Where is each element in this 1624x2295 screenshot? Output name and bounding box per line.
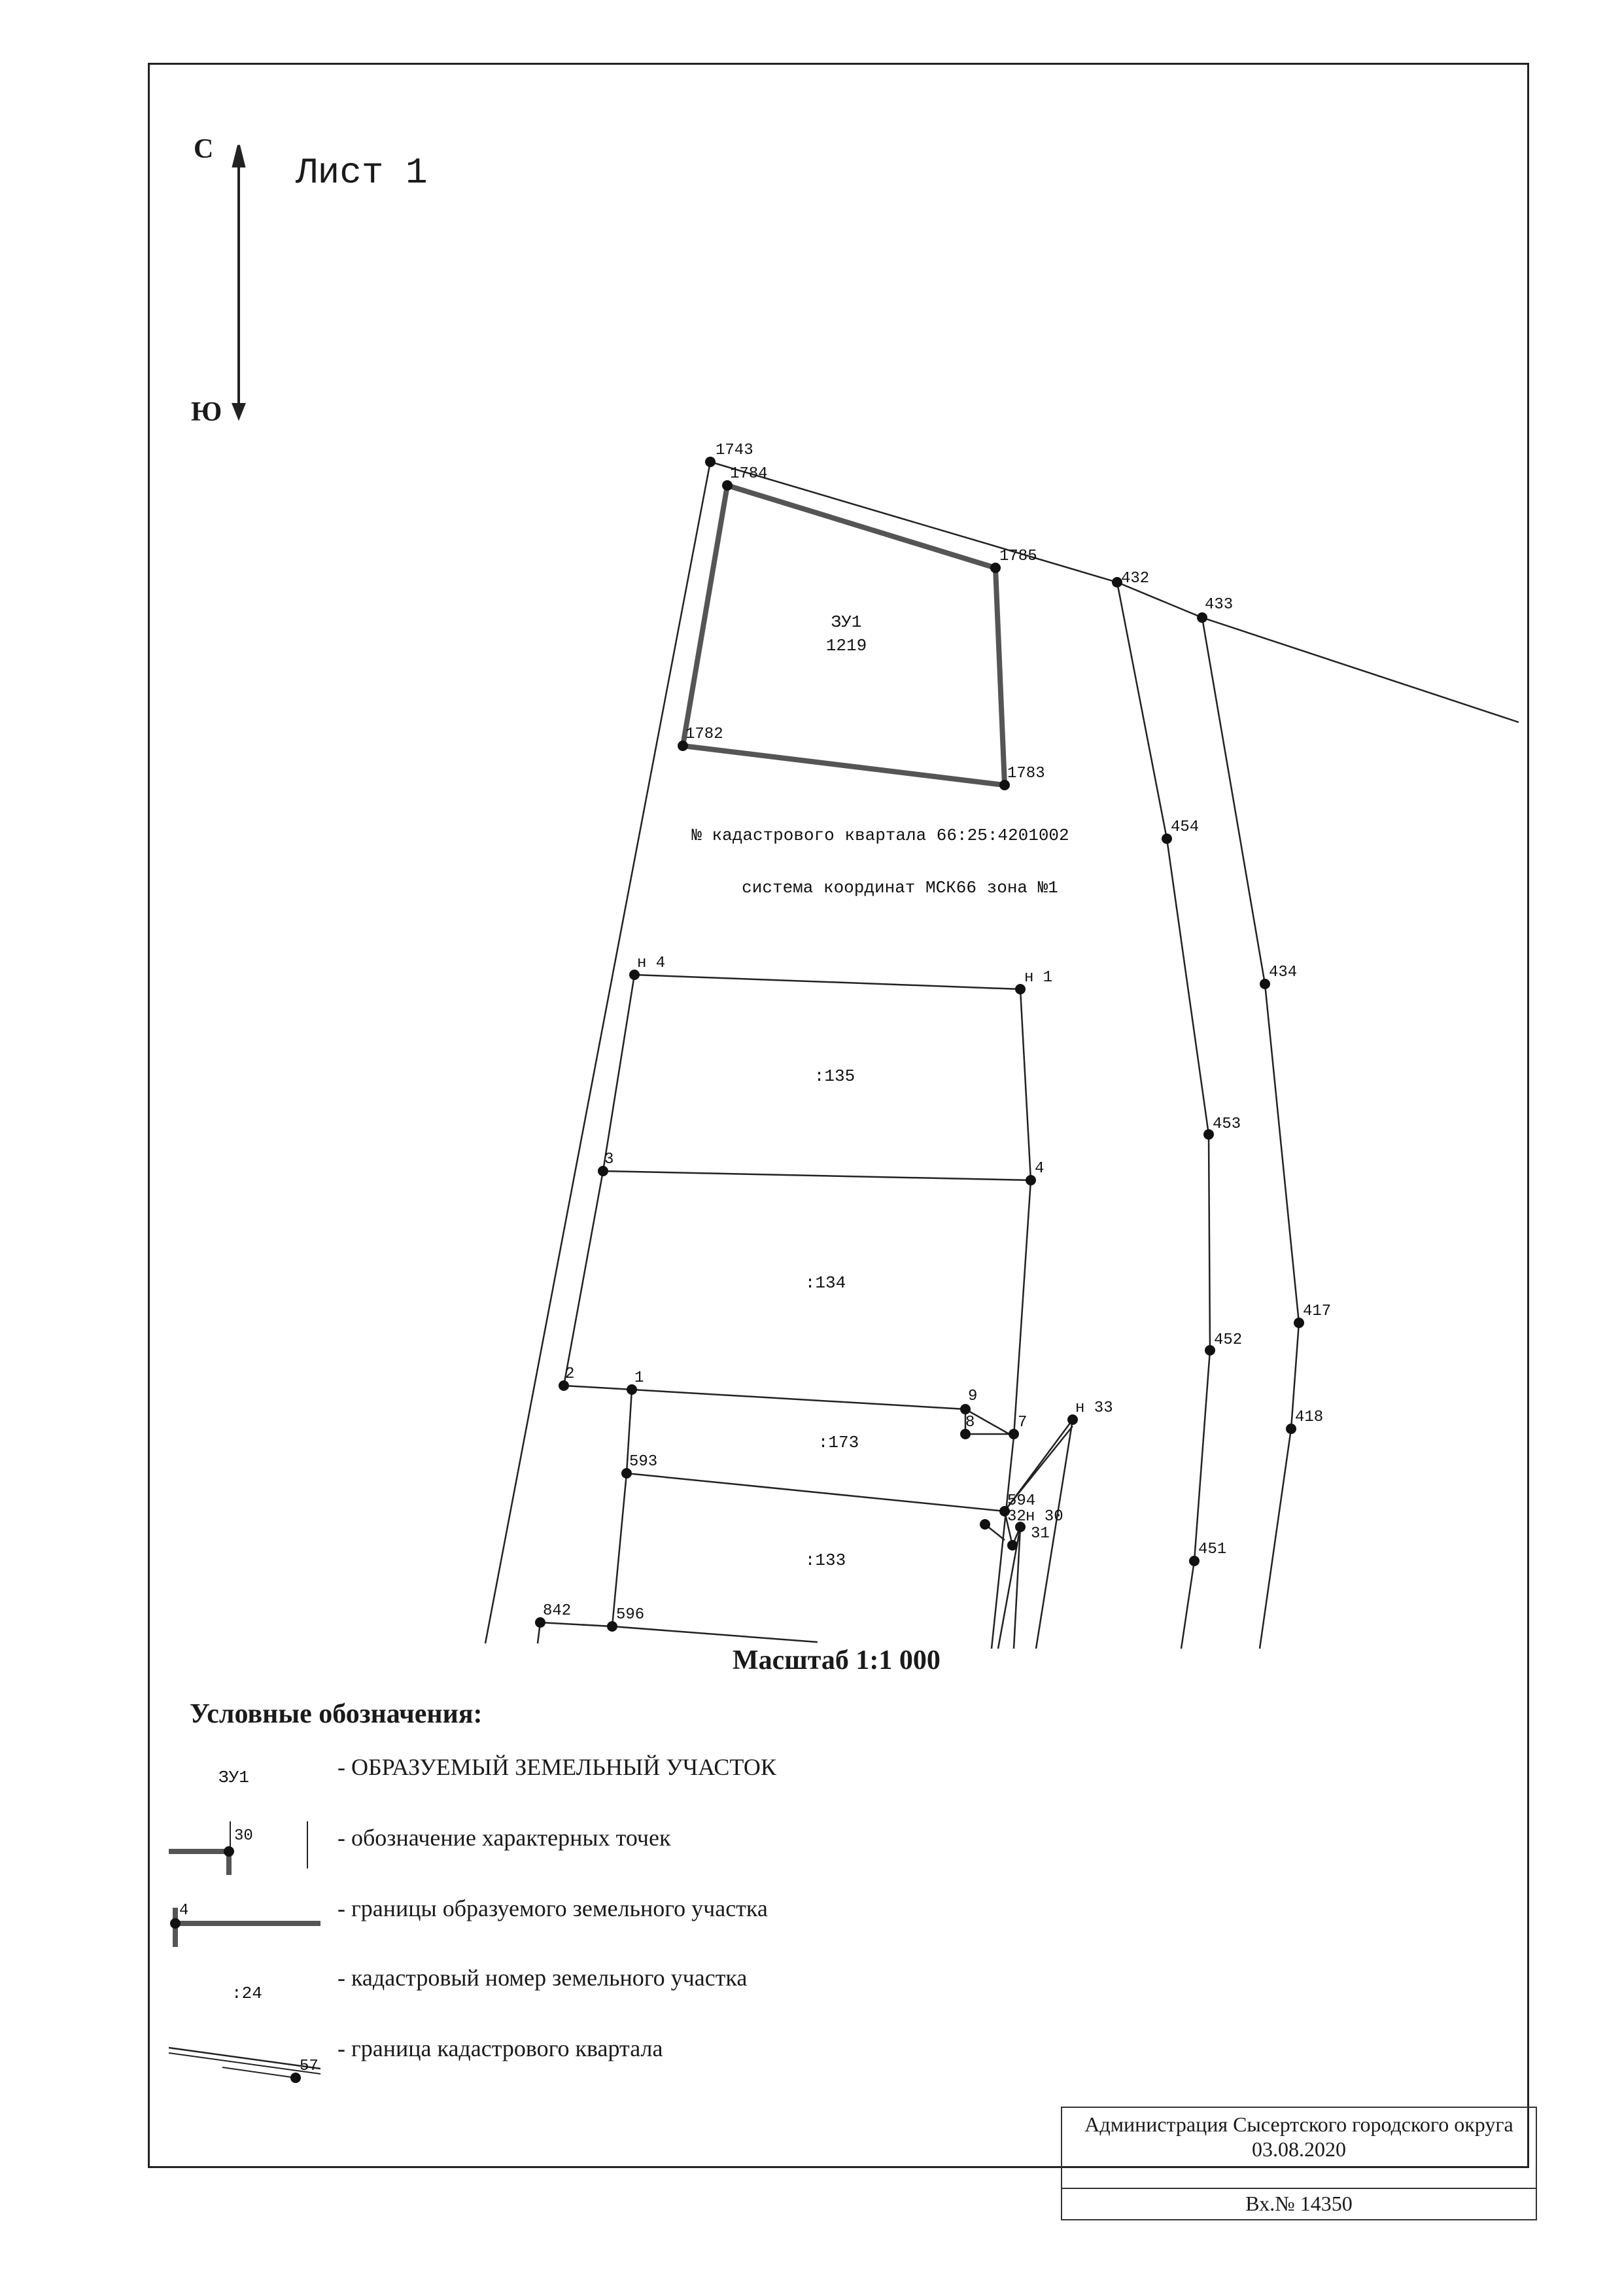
parcel-number: :135	[814, 1066, 855, 1086]
legend-sample-cadastral-number: :24	[232, 1984, 262, 2003]
svg-text:57: 57	[300, 2058, 319, 2075]
point-label: 454	[1171, 818, 1200, 836]
legend-item-cadastral-number: - кадастровый номер земельного участка	[337, 1965, 748, 1991]
point-label: 433	[1205, 596, 1234, 614]
new-parcel-label: ЗУ1	[831, 612, 862, 632]
point-label: 418	[1295, 1409, 1324, 1426]
point-label: 596	[616, 1606, 645, 1624]
legend-item-quarter-boundary: - граница кадастрового квартала	[337, 2035, 663, 2061]
sheet-title: Лист 1	[296, 152, 428, 194]
point-label: 4	[1035, 1160, 1045, 1178]
point-label: 3	[604, 1151, 614, 1168]
point-label: 1782	[685, 726, 723, 743]
legend-sample-quarter-boundary	[169, 2048, 320, 2083]
point-label: 432	[1121, 570, 1150, 587]
parcel-number: :133	[804, 1550, 846, 1570]
incoming-stamp	[1061, 2107, 1537, 2220]
quarter-number-text: № кадастрового квартала 66:25:4201002	[691, 826, 1069, 845]
point-label: 2	[565, 1365, 575, 1383]
stamp-date: 03.08.2020	[1252, 2137, 1346, 2161]
parcel-number: :134	[804, 1273, 846, 1293]
point-label: н 30	[1026, 1508, 1063, 1526]
point-label: 9	[968, 1388, 978, 1405]
point-label: 593	[629, 1453, 658, 1471]
legend-item-new-parcel: - ОБРАЗУЕМЫЙ ЗЕМЕЛЬНЫЙ УЧАСТОК	[337, 1754, 776, 1780]
point-label: 417	[1303, 1303, 1332, 1320]
point-label: 1	[634, 1369, 644, 1387]
legend-sample-point	[169, 1821, 307, 1875]
point-label: 31	[1031, 1525, 1050, 1543]
stamp-number: Вх.№ 14350	[1062, 2188, 1536, 2219]
point-label: 1783	[1007, 765, 1045, 782]
point-label: 1785	[999, 548, 1037, 565]
svg-text:4: 4	[179, 1902, 189, 1919]
point-label: 452	[1214, 1331, 1243, 1349]
point-label: н 1	[1024, 969, 1053, 987]
point-label: 7	[1018, 1414, 1028, 1431]
legend-samples	[169, 1768, 320, 2083]
point-label: 1784	[730, 465, 768, 483]
legend-title: Условные обозначения:	[190, 1699, 483, 1729]
stamp-organization: Администрация Сысертского городского округа	[1084, 2112, 1513, 2136]
north-label: С	[194, 134, 214, 164]
point-label: 1743	[716, 442, 753, 459]
svg-text:30: 30	[234, 1827, 253, 1845]
point-label: 8	[965, 1414, 975, 1431]
point-label: 842	[543, 1602, 572, 1620]
new-parcel-area: 1219	[825, 636, 867, 656]
legend-sample-boundary	[170, 1902, 320, 1947]
legend-sample-new-parcel: ЗУ1	[218, 1768, 249, 1787]
point-label: н 4	[637, 955, 666, 972]
map-scale: Масштаб 1:1 000	[733, 1645, 941, 1675]
parcel-number: :173	[818, 1433, 859, 1452]
point-label: н 33	[1075, 1399, 1113, 1417]
point-label: 32	[1007, 1508, 1026, 1526]
point-label: 451	[1198, 1541, 1227, 1558]
new-parcel-boundary	[683, 485, 1005, 785]
point-label: 594	[1007, 1492, 1036, 1510]
parcel-lines	[538, 582, 1299, 1649]
point-label: 434	[1269, 964, 1298, 981]
point-label: 453	[1213, 1115, 1241, 1133]
legend-item-parcel-boundary: - границы образуемого земельного участка	[337, 1895, 768, 1921]
south-label: Ю	[191, 397, 222, 427]
north-arrow	[233, 145, 244, 417]
coordinate-system-text: система координат МСК66 зона №1	[742, 878, 1058, 898]
legend-item-points: - обозначение характерных точек	[337, 1825, 671, 1851]
